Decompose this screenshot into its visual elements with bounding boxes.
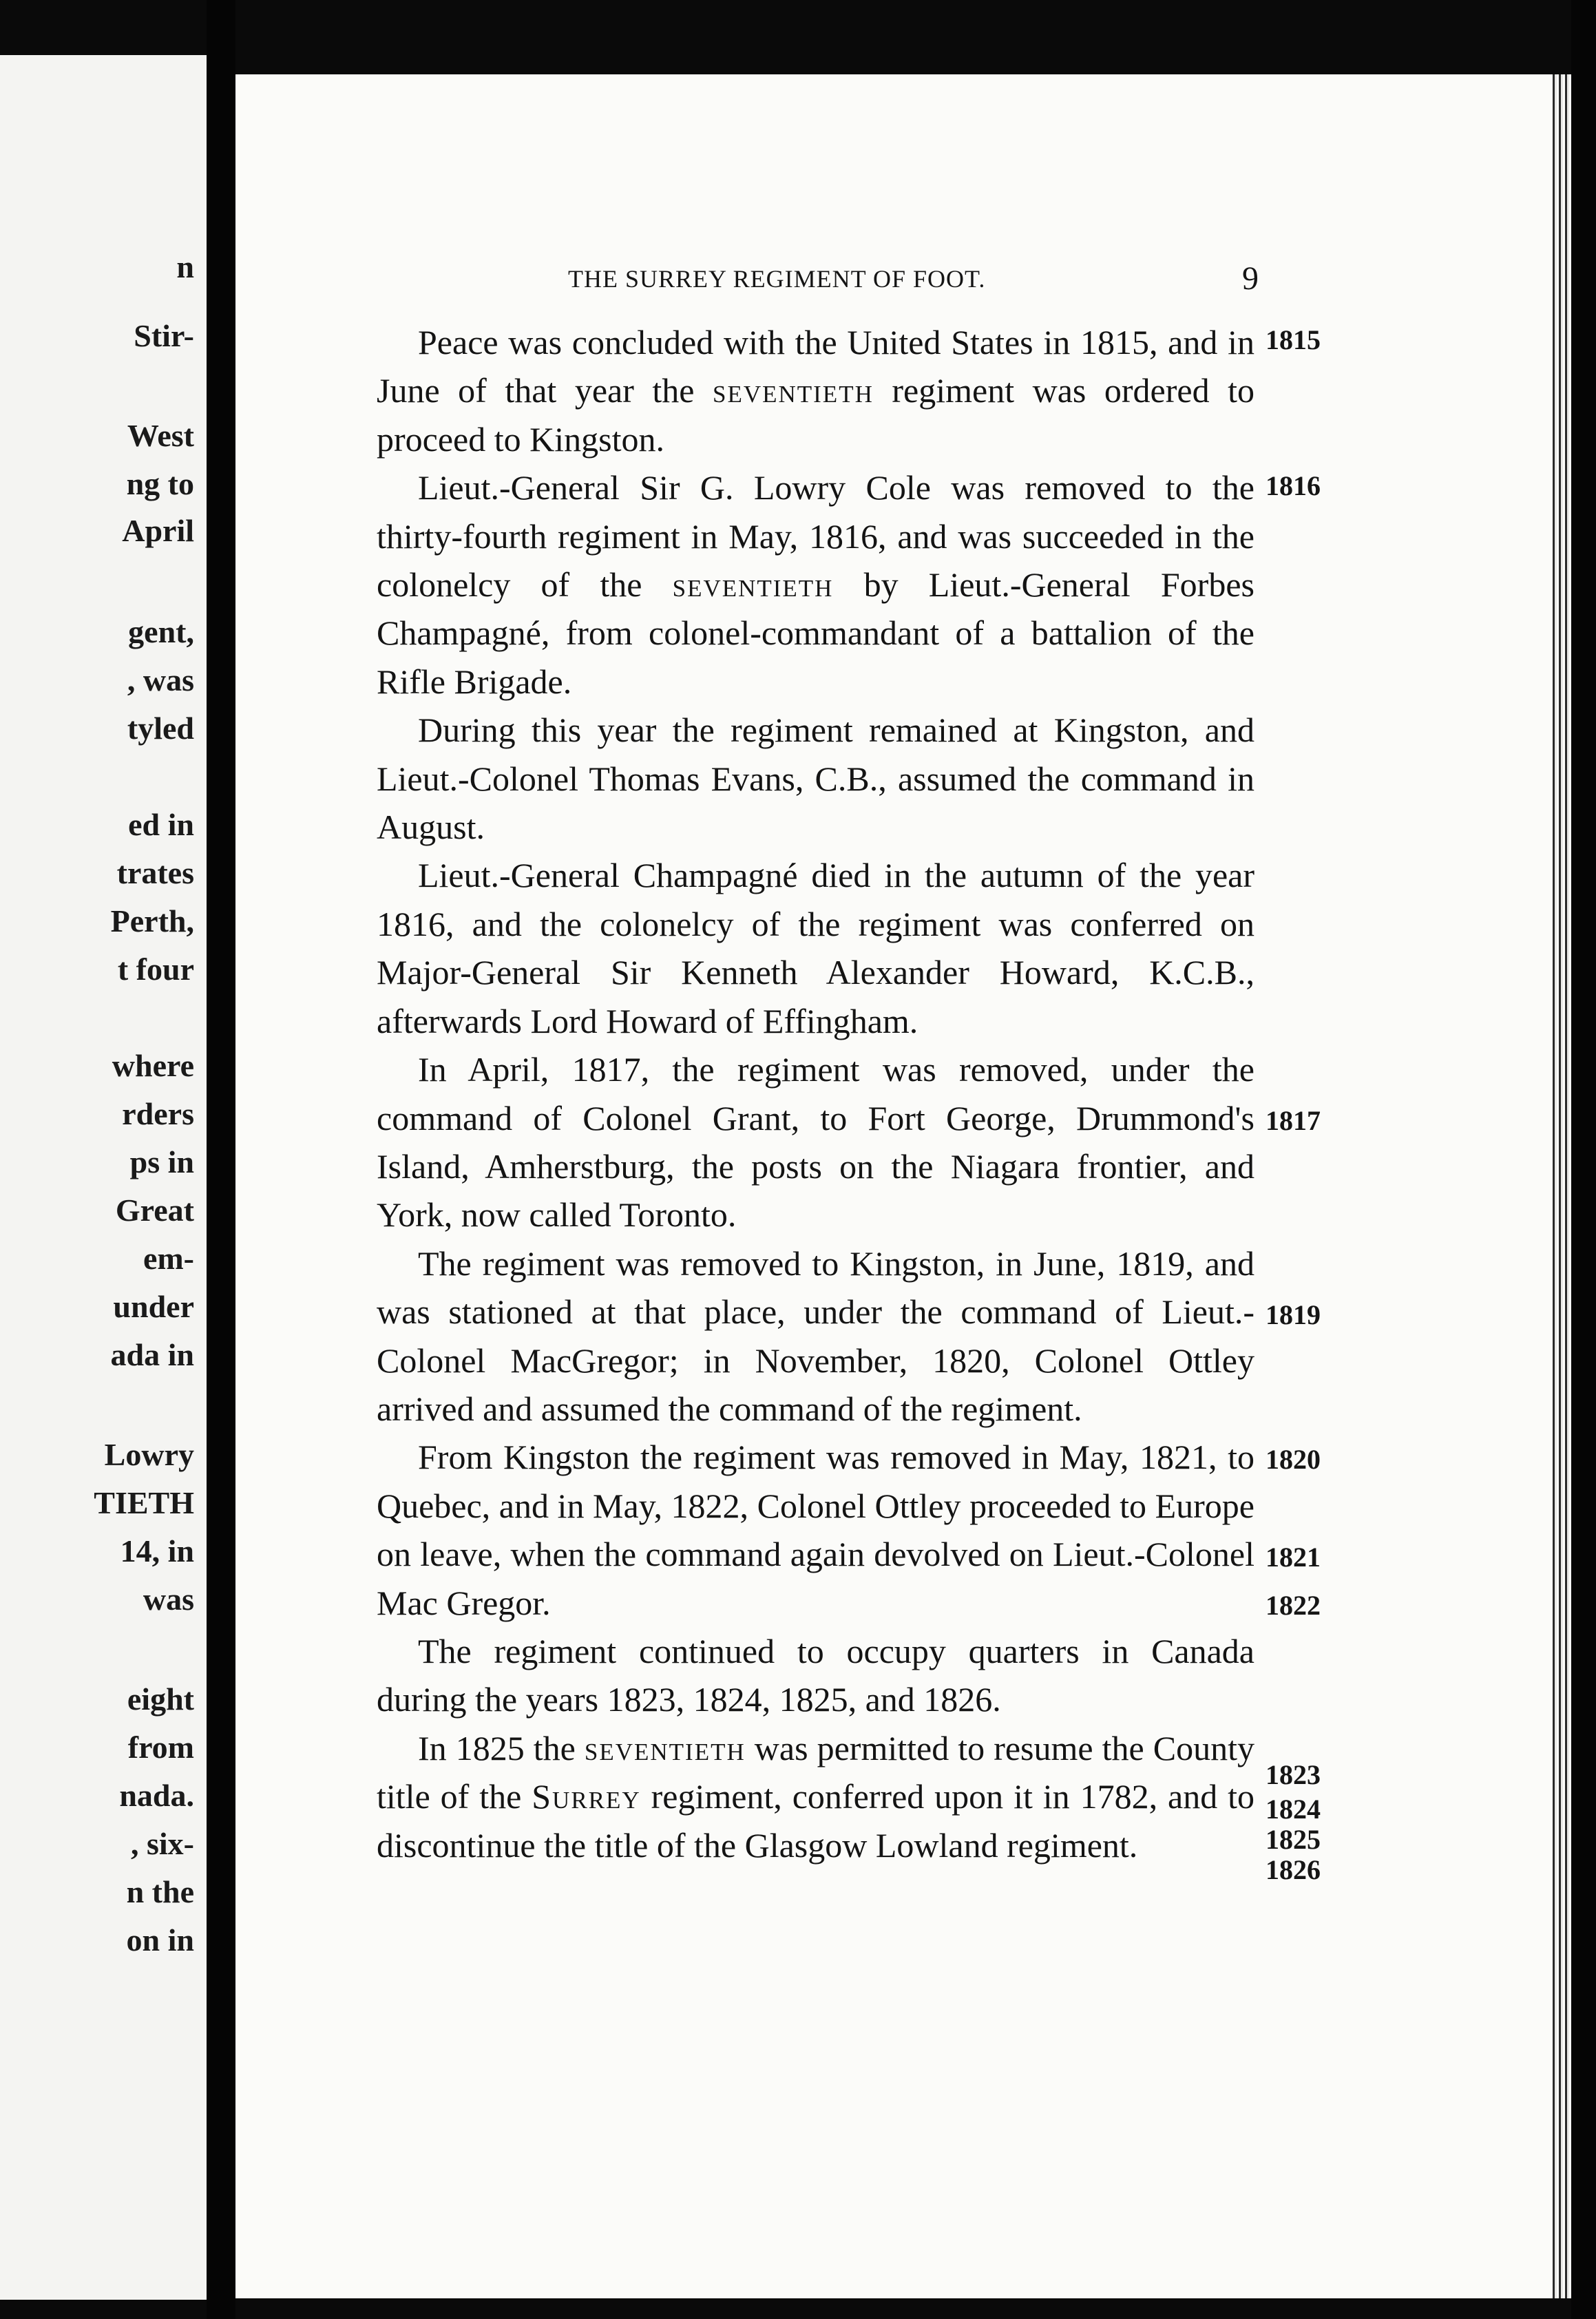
facing-page-text: under	[113, 1289, 194, 1324]
scan-border	[1571, 0, 1596, 2319]
paragraph: In April, 1817, the regiment was removed, under the command of Colonel Grant, to Fort George, Drummond's Island, Amherstburg, the posts on the Niagara frontier, and York, now called Toronto.	[377, 1050, 1254, 1235]
running-head: THE SURREY REGIMENT OF FOOT.	[568, 265, 986, 293]
margin-year: 1823	[1266, 1759, 1321, 1790]
book-gutter	[207, 0, 235, 2319]
facing-page-text: Great	[115, 1193, 194, 1228]
facing-page-text: ada in	[110, 1337, 194, 1372]
paragraph: The regiment continued to occupy quarters in Canada during the years 1823, 1824, 1825, and 1826.	[377, 1631, 1254, 1719]
page-edge	[1551, 74, 1571, 2298]
margin-year: 1819	[1266, 1299, 1321, 1330]
facing-page-text: from	[127, 1730, 194, 1765]
facing-page-text: 14, in	[120, 1533, 194, 1568]
small-caps-name: seventieth	[713, 371, 874, 410]
facing-page-text: eight	[127, 1681, 194, 1717]
facing-page-fragment	[0, 55, 207, 2300]
page-number: 9	[1242, 260, 1259, 297]
margin-year: 1826	[1266, 1854, 1321, 1885]
facing-page-text: ed in	[128, 807, 194, 842]
page-header	[568, 258, 1259, 300]
facing-page-text: Perth,	[110, 903, 194, 938]
facing-page-text: Stir-	[134, 318, 194, 353]
facing-page-text: em-	[143, 1241, 194, 1276]
facing-page-text: , was	[127, 662, 194, 697]
facing-page-text: nada.	[119, 1778, 194, 1813]
paragraph: The regiment was removed to Kingston, in June, 1819, and was stationed at that place, under the command of Lieut.-Colonel MacGregor; in November, 1820, Colonel Ottley arrived and assumed the command of the regiment.	[377, 1244, 1254, 1428]
facing-page-text: trates	[116, 855, 194, 890]
body-text	[377, 318, 1254, 1869]
margin-year: 1816	[1266, 470, 1321, 501]
margin-year: 1822	[1266, 1590, 1321, 1621]
facing-page-text: West	[127, 418, 194, 453]
facing-page-text: Lowry	[104, 1437, 194, 1472]
paragraph: In 1825 the seventieth was permitted to resume the County title of the Surrey regiment, conferred upon it in 1782, and to discontinue the title of the Glasgow Lowland regiment.	[377, 1728, 1255, 1865]
facing-page-text: where	[112, 1048, 194, 1083]
small-caps-name: seventieth	[672, 565, 834, 605]
small-caps-name: seventieth	[584, 1728, 746, 1767]
facing-page-text: TIETH	[94, 1485, 194, 1520]
facing-page-text: ps in	[129, 1144, 194, 1179]
margin-years	[1266, 0, 1348, 2319]
paragraph: Lieut.-General Champagné died in the autumn of the year 1816, and the colonelcy of the regiment was conferred on Major-General Sir Kenneth Alexander Howard, K.C.B., afterwards Lord Howard of Effingham.	[377, 856, 1254, 1040]
facing-page-text: gent,	[128, 614, 194, 649]
margin-year: 1815	[1266, 324, 1321, 355]
paragraph: During this year the regiment remained at Kingston, and Lieut.-Colonel Thomas Evans, C.B., assumed the command in August.	[377, 711, 1254, 847]
margin-year: 1817	[1266, 1105, 1321, 1136]
margin-year: 1824	[1266, 1794, 1321, 1825]
facing-page-text: n the	[126, 1874, 194, 1909]
small-caps-name: Surrey	[532, 1777, 641, 1816]
facing-page-text: t four	[117, 952, 194, 987]
margin-year: 1821	[1266, 1542, 1321, 1573]
margin-year: 1820	[1266, 1444, 1321, 1475]
paragraph: From Kingston the regiment was removed in May, 1821, to Quebec, and in May, 1822, Colonel Ottley proceeded to Europe on leave, when the command again devolved on Lieut.-Colonel Mac Gregor.	[377, 1438, 1254, 1622]
facing-page-text: ng to	[126, 466, 194, 501]
margin-year: 1825	[1266, 1824, 1321, 1855]
facing-page-text: n	[176, 249, 194, 284]
facing-page-text: , six-	[131, 1826, 194, 1861]
paragraph: Peace was concluded with the United States in 1815, and in June of that year the seventieth regiment was ordered to proceed to Kingston.	[377, 323, 1254, 459]
facing-page-text: tyled	[127, 711, 194, 746]
facing-page-text: rders	[122, 1096, 194, 1131]
paragraph: Lieut.-General Sir G. Lowry Cole was removed to the thirty-fourth regiment in May, 1816, and was succeeded in the colonelcy of the seventieth by Lieut.-General Forbes Champagné, from colonel-commandant of a battalion of the Rifle Brigade.	[377, 468, 1254, 701]
facing-page-text: was	[143, 1582, 194, 1617]
facing-page-text: April	[122, 513, 194, 548]
facing-page-text: on in	[126, 1922, 194, 1958]
